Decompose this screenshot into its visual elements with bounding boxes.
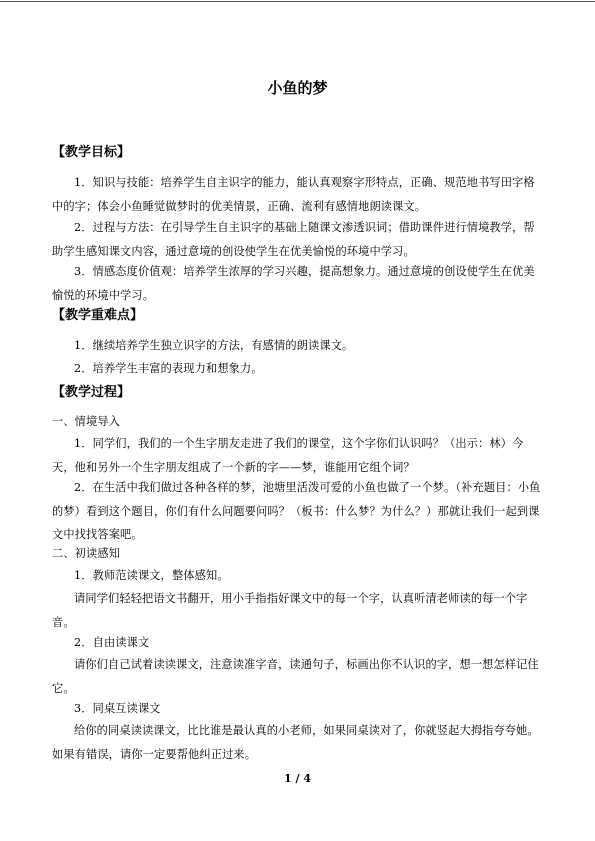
process-step-3-text: 给你的同桌读读课文，比比谁是最认真的小老师，如果同桌读对了，你就竖起大拇指夸夸她。如果有错误，请你一定要帮他纠正过来。 xyxy=(52,724,539,761)
process-paragraph-intro-1: 1．同学们，我们的一个生字朋友走进了我们的课堂，这个字你们认识吗？（出示：林）今天，他和另外一个生字朋友组成了一个新的字——梦，谁能用它组个词？ xyxy=(52,437,524,474)
process-step-2-text: 请你们自己试着读读课文，注意读准字音，读通句子，标画出你不认识的字，想一想怎样记住它。 xyxy=(52,658,539,695)
process-subheading-intro: 一、情境导入 xyxy=(52,415,121,428)
header-rule xyxy=(0,1,595,2)
section-heading-goals: 【教学目标】 xyxy=(52,145,131,160)
process-step-3-title: 3．同桌互读课文 xyxy=(74,702,161,715)
document-title: 小鱼的梦 xyxy=(267,79,328,97)
key-points-paragraph-2: 2．培养学生丰富的表现力和想象力。 xyxy=(74,362,263,375)
section-heading-key-points: 【教学重难点】 xyxy=(52,308,144,323)
process-subheading-first-read: 二、初读感知 xyxy=(52,547,121,560)
section-heading-process: 【教学过程】 xyxy=(52,385,131,400)
process-step-1-text: 请同学们轻轻把语文书翻开，用小手指指好课文中的每一个字，认真听清老师读的每一个字音。 xyxy=(52,592,528,629)
key-points-paragraph-1: 1．继续培养学生独立识字的方法，有感情的朗读课文。 xyxy=(74,339,354,352)
goals-paragraph-1: 1．知识与技能：培养学生自主识字的能力，能认真观察字形特点，正确、规范地书写田字格中的字；体会小鱼睡觉做梦时的优美情景，正确、流利有感情地朗读课文。 xyxy=(52,176,535,213)
page-number: 1 / 4 xyxy=(284,772,311,785)
goals-paragraph-2: 2．过程与方法：在引导学生自主识字的基础上随课文渗透识词；借助课件进行情境教学，帮助学生感知课文内容，通过意境的创设使学生在优美愉悦的环境中学习。 xyxy=(52,221,535,258)
process-step-1-title: 1．教师范读课文，整体感知。 xyxy=(74,569,229,582)
goals-paragraph-3: 3．情感态度价值观：培养学生浓厚的学习兴趣，提高想象力。通过意境的创设使学生在优美愉悦的环境中学习。 xyxy=(52,265,535,302)
process-paragraph-intro-2: 2．在生活中我们做过各种各样的梦，池塘里活泼可爱的小鱼也做了一个梦。（补充题目：小鱼的梦）看到这个题目，你们有什么问题要问吗？（板书：什么梦？为什么？）那就让我们一起到课文中找找答案吧。 xyxy=(52,481,541,541)
process-step-2-title: 2．自由读课文 xyxy=(74,636,150,649)
